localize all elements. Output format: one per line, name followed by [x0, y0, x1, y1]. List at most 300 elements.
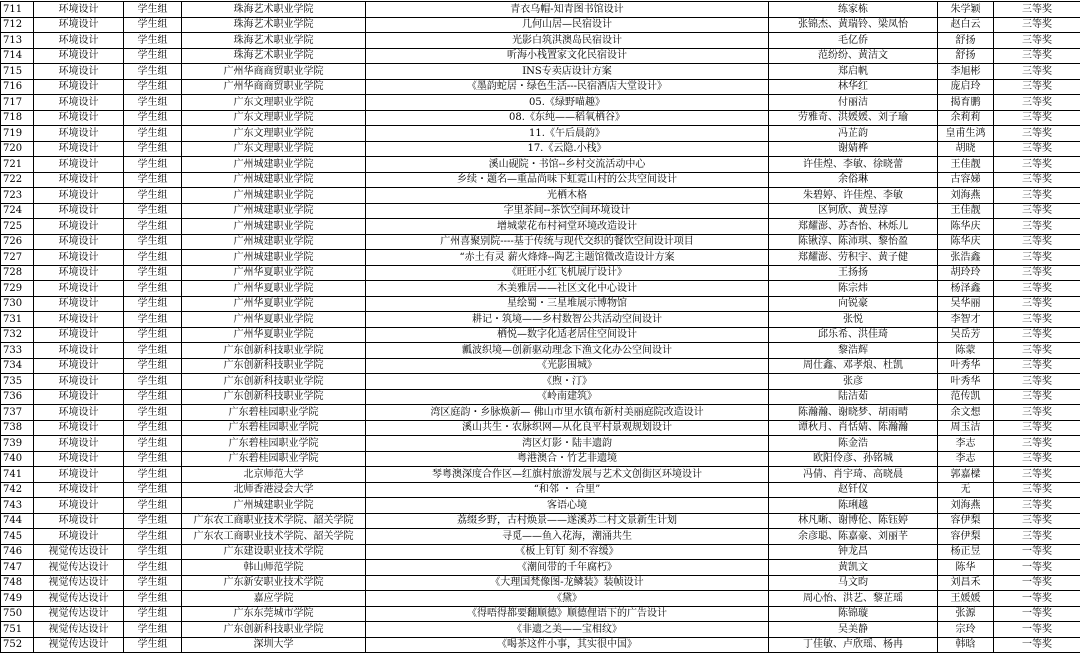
category-cell: 环境设计: [34, 141, 124, 157]
award-cell: 三等奖: [994, 374, 1080, 390]
table-row: [1, 312, 1080, 328]
table-row: [1, 95, 1080, 111]
table-row: [1, 250, 1080, 266]
work-title-cell: 青衣乌帽-知青图书馆设计: [366, 2, 769, 18]
school-cell: 珠海艺术职业学院: [182, 33, 366, 49]
school-cell: 广州华夏职业学院: [182, 327, 366, 343]
authors-cell: 马文昀: [769, 575, 938, 591]
award-cell: 三等奖: [994, 250, 1080, 266]
category-cell: 环境设计: [34, 203, 124, 219]
category-cell: 环境设计: [34, 219, 124, 235]
award-cell: 一等奖: [994, 591, 1080, 607]
advisor-cell: 舒扬: [938, 33, 994, 49]
table-row: [1, 436, 1080, 452]
group-cell: 学生组: [124, 203, 182, 219]
work-title-cell: 《光影围城》: [366, 358, 769, 374]
row-number-cell: 714: [1, 48, 34, 64]
award-cell: 三等奖: [994, 48, 1080, 64]
work-title-cell: 《煦・汀》: [366, 374, 769, 390]
advisor-cell: 容伊梨: [938, 529, 994, 545]
row-number-cell: 711: [1, 2, 34, 18]
award-cell: 三等奖: [994, 110, 1080, 126]
group-cell: 学生组: [124, 467, 182, 483]
table-row: [1, 79, 1080, 95]
category-cell: 环境设计: [34, 451, 124, 467]
authors-cell: 区钶欣、黄昱淳: [769, 203, 938, 219]
category-cell: 环境设计: [34, 234, 124, 250]
work-title-cell: 《非遗之美——宝相纹》: [366, 622, 769, 638]
advisor-cell: 张源: [938, 606, 994, 622]
row-number-cell: 743: [1, 498, 34, 514]
advisor-cell: 余莉莉: [938, 110, 994, 126]
advisor-cell: 王媛媛: [938, 591, 994, 607]
table-row: [1, 389, 1080, 405]
award-cell: 三等奖: [994, 64, 1080, 80]
row-number-cell: 745: [1, 529, 34, 545]
work-title-cell: 字里茶间--茶饮空间环境设计: [366, 203, 769, 219]
authors-cell: 黄凯文: [769, 560, 938, 576]
category-cell: 环境设计: [34, 482, 124, 498]
advisor-cell: 庞启玲: [938, 79, 994, 95]
school-cell: 广州华商商贸职业学院: [182, 64, 366, 80]
category-cell: 环境设计: [34, 126, 124, 142]
table-row: [1, 188, 1080, 204]
group-cell: 学生组: [124, 95, 182, 111]
advisor-cell: 皇甫生鸿: [938, 126, 994, 142]
group-cell: 学生组: [124, 141, 182, 157]
authors-cell: 冯倩、肖宇琦、高晓晨: [769, 467, 938, 483]
award-cell: 三等奖: [994, 79, 1080, 95]
advisor-cell: 叶秀华: [938, 374, 994, 390]
authors-cell: 陆洁茹: [769, 389, 938, 405]
award-cell: 三等奖: [994, 389, 1080, 405]
authors-cell: 郑耀澎、苏杏怡、林烁儿: [769, 219, 938, 235]
award-cell: 三等奖: [994, 141, 1080, 157]
table-row: [1, 529, 1080, 545]
school-cell: 广州城建职业学院: [182, 188, 366, 204]
award-cell: 三等奖: [994, 157, 1080, 173]
group-cell: 学生组: [124, 17, 182, 33]
group-cell: 学生组: [124, 327, 182, 343]
school-cell: 广东农工商职业技术学院、韶关学院: [182, 529, 366, 545]
advisor-cell: 朱学颖: [938, 2, 994, 18]
table-row: [1, 560, 1080, 576]
group-cell: 学生组: [124, 296, 182, 312]
category-cell: 环境设计: [34, 405, 124, 421]
award-cell: 一等奖: [994, 622, 1080, 638]
authors-cell: 赵钎仪: [769, 482, 938, 498]
table-row: [1, 637, 1080, 653]
authors-cell: 林华红: [769, 79, 938, 95]
group-cell: 学生组: [124, 219, 182, 235]
table-row: [1, 234, 1080, 250]
advisor-cell: 揭育鹏: [938, 95, 994, 111]
advisor-cell: 李志: [938, 451, 994, 467]
school-cell: 广州华夏职业学院: [182, 265, 366, 281]
advisor-cell: 陈华: [938, 560, 994, 576]
authors-cell: 朱碧婷、许佳煌、李敏: [769, 188, 938, 204]
table-row: [1, 327, 1080, 343]
row-number-cell: 750: [1, 606, 34, 622]
awards-table-body: [1, 2, 1080, 653]
school-cell: 北京师范大学: [182, 467, 366, 483]
advisor-cell: 郭嘉樑: [938, 467, 994, 483]
table-row: [1, 33, 1080, 49]
school-cell: 珠海艺术职业学院: [182, 2, 366, 18]
row-number-cell: 744: [1, 513, 34, 529]
school-cell: 广州城建职业学院: [182, 498, 366, 514]
authors-cell: 张悦: [769, 312, 938, 328]
work-title-cell: 听海小栈置家文化民宿设计: [366, 48, 769, 64]
authors-cell: 毛亿侨: [769, 33, 938, 49]
award-cell: 三等奖: [994, 358, 1080, 374]
advisor-cell: 李旭彬: [938, 64, 994, 80]
work-title-cell: 《得唔得都要翻顺德》顺德俚语下的广告设计: [366, 606, 769, 622]
row-number-cell: 740: [1, 451, 34, 467]
advisor-cell: 吴华丽: [938, 296, 994, 312]
school-cell: 广州华夏职业学院: [182, 281, 366, 297]
school-cell: 广州华夏职业学院: [182, 312, 366, 328]
work-title-cell: 08.《东纯——稻氧栖谷》: [366, 110, 769, 126]
authors-cell: 张彦: [769, 374, 938, 390]
school-cell: 珠海艺术职业学院: [182, 48, 366, 64]
table-row: [1, 482, 1080, 498]
category-cell: 环境设计: [34, 64, 124, 80]
school-cell: 广东建设职业技术学院: [182, 544, 366, 560]
table-row: [1, 498, 1080, 514]
table-row: [1, 157, 1080, 173]
table-row: [1, 281, 1080, 297]
category-cell: 环境设计: [34, 48, 124, 64]
group-cell: 学生组: [124, 281, 182, 297]
row-number-cell: 746: [1, 544, 34, 560]
authors-cell: 邱乐希、洪佳琦: [769, 327, 938, 343]
work-title-cell: 《墨韵蛇居・绿色生活---民宿酒店大堂设计》: [366, 79, 769, 95]
row-number-cell: 728: [1, 265, 34, 281]
table-row: [1, 622, 1080, 638]
award-cell: 一等奖: [994, 575, 1080, 591]
award-cell: 三等奖: [994, 529, 1080, 545]
advisor-cell: 王佳靓: [938, 203, 994, 219]
group-cell: 学生组: [124, 529, 182, 545]
authors-cell: 陈宗炜: [769, 281, 938, 297]
authors-cell: 丁佳敏、卢欣瑶、杨冉: [769, 637, 938, 653]
award-cell: 三等奖: [994, 312, 1080, 328]
group-cell: 学生组: [124, 389, 182, 405]
table-row: [1, 451, 1080, 467]
category-cell: 视觉传达设计: [34, 575, 124, 591]
table-row: [1, 420, 1080, 436]
group-cell: 学生组: [124, 126, 182, 142]
work-title-cell: 溪山砚院・书馆--乡村交流活动中心: [366, 157, 769, 173]
advisor-cell: 胡玲玲: [938, 265, 994, 281]
advisor-cell: 刘海燕: [938, 188, 994, 204]
row-number-cell: 748: [1, 575, 34, 591]
row-number-cell: 739: [1, 436, 34, 452]
school-cell: 广东文理职业学院: [182, 95, 366, 111]
table-row: [1, 374, 1080, 390]
award-cell: 三等奖: [994, 17, 1080, 33]
authors-cell: 范纷纷、黄洁文: [769, 48, 938, 64]
school-cell: 广东文理职业学院: [182, 126, 366, 142]
authors-cell: 郑启帆: [769, 64, 938, 80]
group-cell: 学生组: [124, 498, 182, 514]
work-title-cell: 光栖木格: [366, 188, 769, 204]
school-cell: 广东碧桂园职业学院: [182, 436, 366, 452]
work-title-cell: 荔缀乡野，古村焕景——遂溪苏二村文景新生计划: [366, 513, 769, 529]
group-cell: 学生组: [124, 482, 182, 498]
row-number-cell: 712: [1, 17, 34, 33]
table-row: [1, 575, 1080, 591]
advisor-cell: 吴岳芳: [938, 327, 994, 343]
category-cell: 环境设计: [34, 296, 124, 312]
school-cell: 深圳大学: [182, 637, 366, 653]
work-title-cell: 耕记・筑境——乡村数智公共活动空间设计: [366, 312, 769, 328]
category-cell: 环境设计: [34, 498, 124, 514]
row-number-cell: 733: [1, 343, 34, 359]
work-title-cell: 几何山居—民宿设计: [366, 17, 769, 33]
authors-cell: 欧阳伶彦、孙铭城: [769, 451, 938, 467]
table-row: [1, 467, 1080, 483]
school-cell: 广东农工商职业技术学院、韶关学院: [182, 513, 366, 529]
authors-cell: 余俗琳: [769, 172, 938, 188]
row-number-cell: 729: [1, 281, 34, 297]
award-cell: 三等奖: [994, 513, 1080, 529]
row-number-cell: 726: [1, 234, 34, 250]
award-cell: 三等奖: [994, 405, 1080, 421]
advisor-cell: 赵白云: [938, 17, 994, 33]
category-cell: 环境设计: [34, 343, 124, 359]
school-cell: 广州城建职业学院: [182, 234, 366, 250]
group-cell: 学生组: [124, 637, 182, 653]
row-number-cell: 713: [1, 33, 34, 49]
award-cell: 三等奖: [994, 296, 1080, 312]
table-row: [1, 265, 1080, 281]
group-cell: 学生组: [124, 33, 182, 49]
authors-cell: 钟龙昌: [769, 544, 938, 560]
authors-cell: 吴美静: [769, 622, 938, 638]
category-cell: 环境设计: [34, 327, 124, 343]
work-title-cell: 乡续・题名—重品尚味下虹霓山村的公共空间设计: [366, 172, 769, 188]
row-number-cell: 736: [1, 389, 34, 405]
school-cell: 广州城建职业学院: [182, 219, 366, 235]
table-row: [1, 358, 1080, 374]
category-cell: 视觉传达设计: [34, 622, 124, 638]
table-row: [1, 405, 1080, 421]
school-cell: 广东文理职业学院: [182, 141, 366, 157]
category-cell: 环境设计: [34, 436, 124, 452]
row-number-cell: 734: [1, 358, 34, 374]
work-title-cell: 05.《绿野喵趣》: [366, 95, 769, 111]
authors-cell: 郑耀澎、劳积宇、黄子健: [769, 250, 938, 266]
category-cell: 环境设计: [34, 250, 124, 266]
advisor-cell: 宗玲: [938, 622, 994, 638]
advisor-cell: 范传凯: [938, 389, 994, 405]
school-cell: 广东东莞城市学院: [182, 606, 366, 622]
award-cell: 三等奖: [994, 281, 1080, 297]
category-cell: 环境设计: [34, 529, 124, 545]
group-cell: 学生组: [124, 234, 182, 250]
group-cell: 学生组: [124, 265, 182, 281]
category-cell: 环境设计: [34, 312, 124, 328]
category-cell: 环境设计: [34, 265, 124, 281]
advisor-cell: 周玉洁: [938, 420, 994, 436]
group-cell: 学生组: [124, 436, 182, 452]
award-cell: 三等奖: [994, 467, 1080, 483]
award-cell: 三等奖: [994, 327, 1080, 343]
work-title-cell: 11.《午后晨韵》: [366, 126, 769, 142]
work-title-cell: 《岭南建筑》: [366, 389, 769, 405]
group-cell: 学生组: [124, 358, 182, 374]
advisor-cell: 刘海燕: [938, 498, 994, 514]
work-title-cell: 增城蒙花布村祠堂环境改造设计: [366, 219, 769, 235]
work-title-cell: 《板上钉钉 刻不容缓》: [366, 544, 769, 560]
school-cell: 广东创新科技职业学院: [182, 358, 366, 374]
group-cell: 学生组: [124, 110, 182, 126]
table-row: [1, 343, 1080, 359]
row-number-cell: 723: [1, 188, 34, 204]
authors-cell: 谭秋月、肖恬婧、陈瀚瀚: [769, 420, 938, 436]
group-cell: 学生组: [124, 622, 182, 638]
advisor-cell: 无: [938, 482, 994, 498]
school-cell: 广东碧桂园职业学院: [182, 405, 366, 421]
row-number-cell: 718: [1, 110, 34, 126]
award-cell: 三等奖: [994, 498, 1080, 514]
group-cell: 学生组: [124, 172, 182, 188]
group-cell: 学生组: [124, 575, 182, 591]
table-row: [1, 17, 1080, 33]
advisor-cell: 叶秀华: [938, 358, 994, 374]
award-cell: 一等奖: [994, 606, 1080, 622]
group-cell: 学生组: [124, 451, 182, 467]
award-cell: 三等奖: [994, 203, 1080, 219]
category-cell: 视觉传达设计: [34, 591, 124, 607]
category-cell: 环境设计: [34, 188, 124, 204]
group-cell: 学生组: [124, 48, 182, 64]
award-cell: 三等奖: [994, 2, 1080, 18]
advisor-cell: 杨泽鑫: [938, 281, 994, 297]
row-number-cell: 724: [1, 203, 34, 219]
group-cell: 学生组: [124, 560, 182, 576]
work-title-cell: 《旺旺小红飞机展厅设计》: [366, 265, 769, 281]
category-cell: 环境设计: [34, 110, 124, 126]
row-number-cell: 715: [1, 64, 34, 80]
authors-cell: 向锐豪: [769, 296, 938, 312]
advisor-cell: 余文想: [938, 405, 994, 421]
school-cell: 嘉应学院: [182, 591, 366, 607]
advisor-cell: 容伊梨: [938, 513, 994, 529]
category-cell: 环境设计: [34, 79, 124, 95]
work-title-cell: 客语心境: [366, 498, 769, 514]
school-cell: 广州城建职业学院: [182, 157, 366, 173]
table-row: [1, 64, 1080, 80]
award-cell: 三等奖: [994, 219, 1080, 235]
work-title-cell: “赤土有灵 薪火烽烽--陶艺主题馆微改造设计方案: [366, 250, 769, 266]
work-title-cell: 瓤波织境—创新驱动理念下渔文化办公空间设计: [366, 343, 769, 359]
category-cell: 视觉传达设计: [34, 606, 124, 622]
row-number-cell: 738: [1, 420, 34, 436]
authors-cell: 劳雅奇、洪媛媛、刘子瑜: [769, 110, 938, 126]
category-cell: 环境设计: [34, 513, 124, 529]
advisor-cell: 陈华庆: [938, 219, 994, 235]
category-cell: 环境设计: [34, 420, 124, 436]
row-number-cell: 719: [1, 126, 34, 142]
table-row: [1, 48, 1080, 64]
school-cell: 广州华夏职业学院: [182, 296, 366, 312]
award-cell: 三等奖: [994, 343, 1080, 359]
awards-table: [0, 1, 1080, 653]
authors-cell: 张锦杰、黄瑞铃、梁凤怡: [769, 17, 938, 33]
work-title-cell: INS专卖店设计方案: [366, 64, 769, 80]
authors-cell: 陈瀚瀚、谢晓梦、胡雨晴: [769, 405, 938, 421]
table-row: [1, 110, 1080, 126]
table-row: [1, 126, 1080, 142]
category-cell: 环境设计: [34, 358, 124, 374]
school-cell: 广东新安职业技术学院: [182, 575, 366, 591]
work-title-cell: 《潮间带的千年腐朽》: [366, 560, 769, 576]
table-row: [1, 141, 1080, 157]
award-cell: 三等奖: [994, 234, 1080, 250]
group-cell: 学生组: [124, 420, 182, 436]
group-cell: 学生组: [124, 513, 182, 529]
school-cell: 广东创新科技职业学院: [182, 374, 366, 390]
category-cell: 环境设计: [34, 467, 124, 483]
table-row: [1, 296, 1080, 312]
award-cell: 三等奖: [994, 436, 1080, 452]
award-cell: 三等奖: [994, 188, 1080, 204]
category-cell: 视觉传达设计: [34, 637, 124, 653]
row-number-cell: 742: [1, 482, 34, 498]
work-title-cell: 光影白筑淇澳岛民宿设计: [366, 33, 769, 49]
award-cell: 三等奖: [994, 265, 1080, 281]
work-title-cell: 《喝茶这件小事，其实很中国》: [366, 637, 769, 653]
work-title-cell: 湾区灯影・陆丰遗韵: [366, 436, 769, 452]
category-cell: 环境设计: [34, 389, 124, 405]
advisor-cell: 王佳靓: [938, 157, 994, 173]
authors-cell: 林凡晰、谢博伦、陈钰婷: [769, 513, 938, 529]
row-number-cell: 752: [1, 637, 34, 653]
school-cell: 珠海艺术职业学院: [182, 17, 366, 33]
school-cell: 广东创新科技职业学院: [182, 343, 366, 359]
authors-cell: 周仕鑫、邓孝烺、杜凯: [769, 358, 938, 374]
row-number-cell: 717: [1, 95, 34, 111]
school-cell: 广州华商商贸职业学院: [182, 79, 366, 95]
table-row: [1, 591, 1080, 607]
school-cell: 韩山师范学院: [182, 560, 366, 576]
work-title-cell: 栖悦—数字化适老居住空间设计: [366, 327, 769, 343]
row-number-cell: 751: [1, 622, 34, 638]
row-number-cell: 732: [1, 327, 34, 343]
table-row: [1, 513, 1080, 529]
authors-cell: 黎浩辉: [769, 343, 938, 359]
advisor-cell: 胡晓: [938, 141, 994, 157]
advisor-cell: 李智才: [938, 312, 994, 328]
row-number-cell: 731: [1, 312, 34, 328]
advisor-cell: 陈蒙: [938, 343, 994, 359]
work-title-cell: 17.《云隐.小栈》: [366, 141, 769, 157]
category-cell: 环境设计: [34, 2, 124, 18]
group-cell: 学生组: [124, 250, 182, 266]
authors-cell: 付丽洁: [769, 95, 938, 111]
work-title-cell: 广州喜聚别院----基于传统与现代交织的餐饮空间设计项目: [366, 234, 769, 250]
advisor-cell: 李志: [938, 436, 994, 452]
authors-cell: 余彦聪、陈嘉豪、刘丽芊: [769, 529, 938, 545]
row-number-cell: 741: [1, 467, 34, 483]
advisor-cell: 张浩鑫: [938, 250, 994, 266]
advisor-cell: 杨正昱: [938, 544, 994, 560]
school-cell: 广东碧桂园职业学院: [182, 420, 366, 436]
award-cell: 一等奖: [994, 560, 1080, 576]
